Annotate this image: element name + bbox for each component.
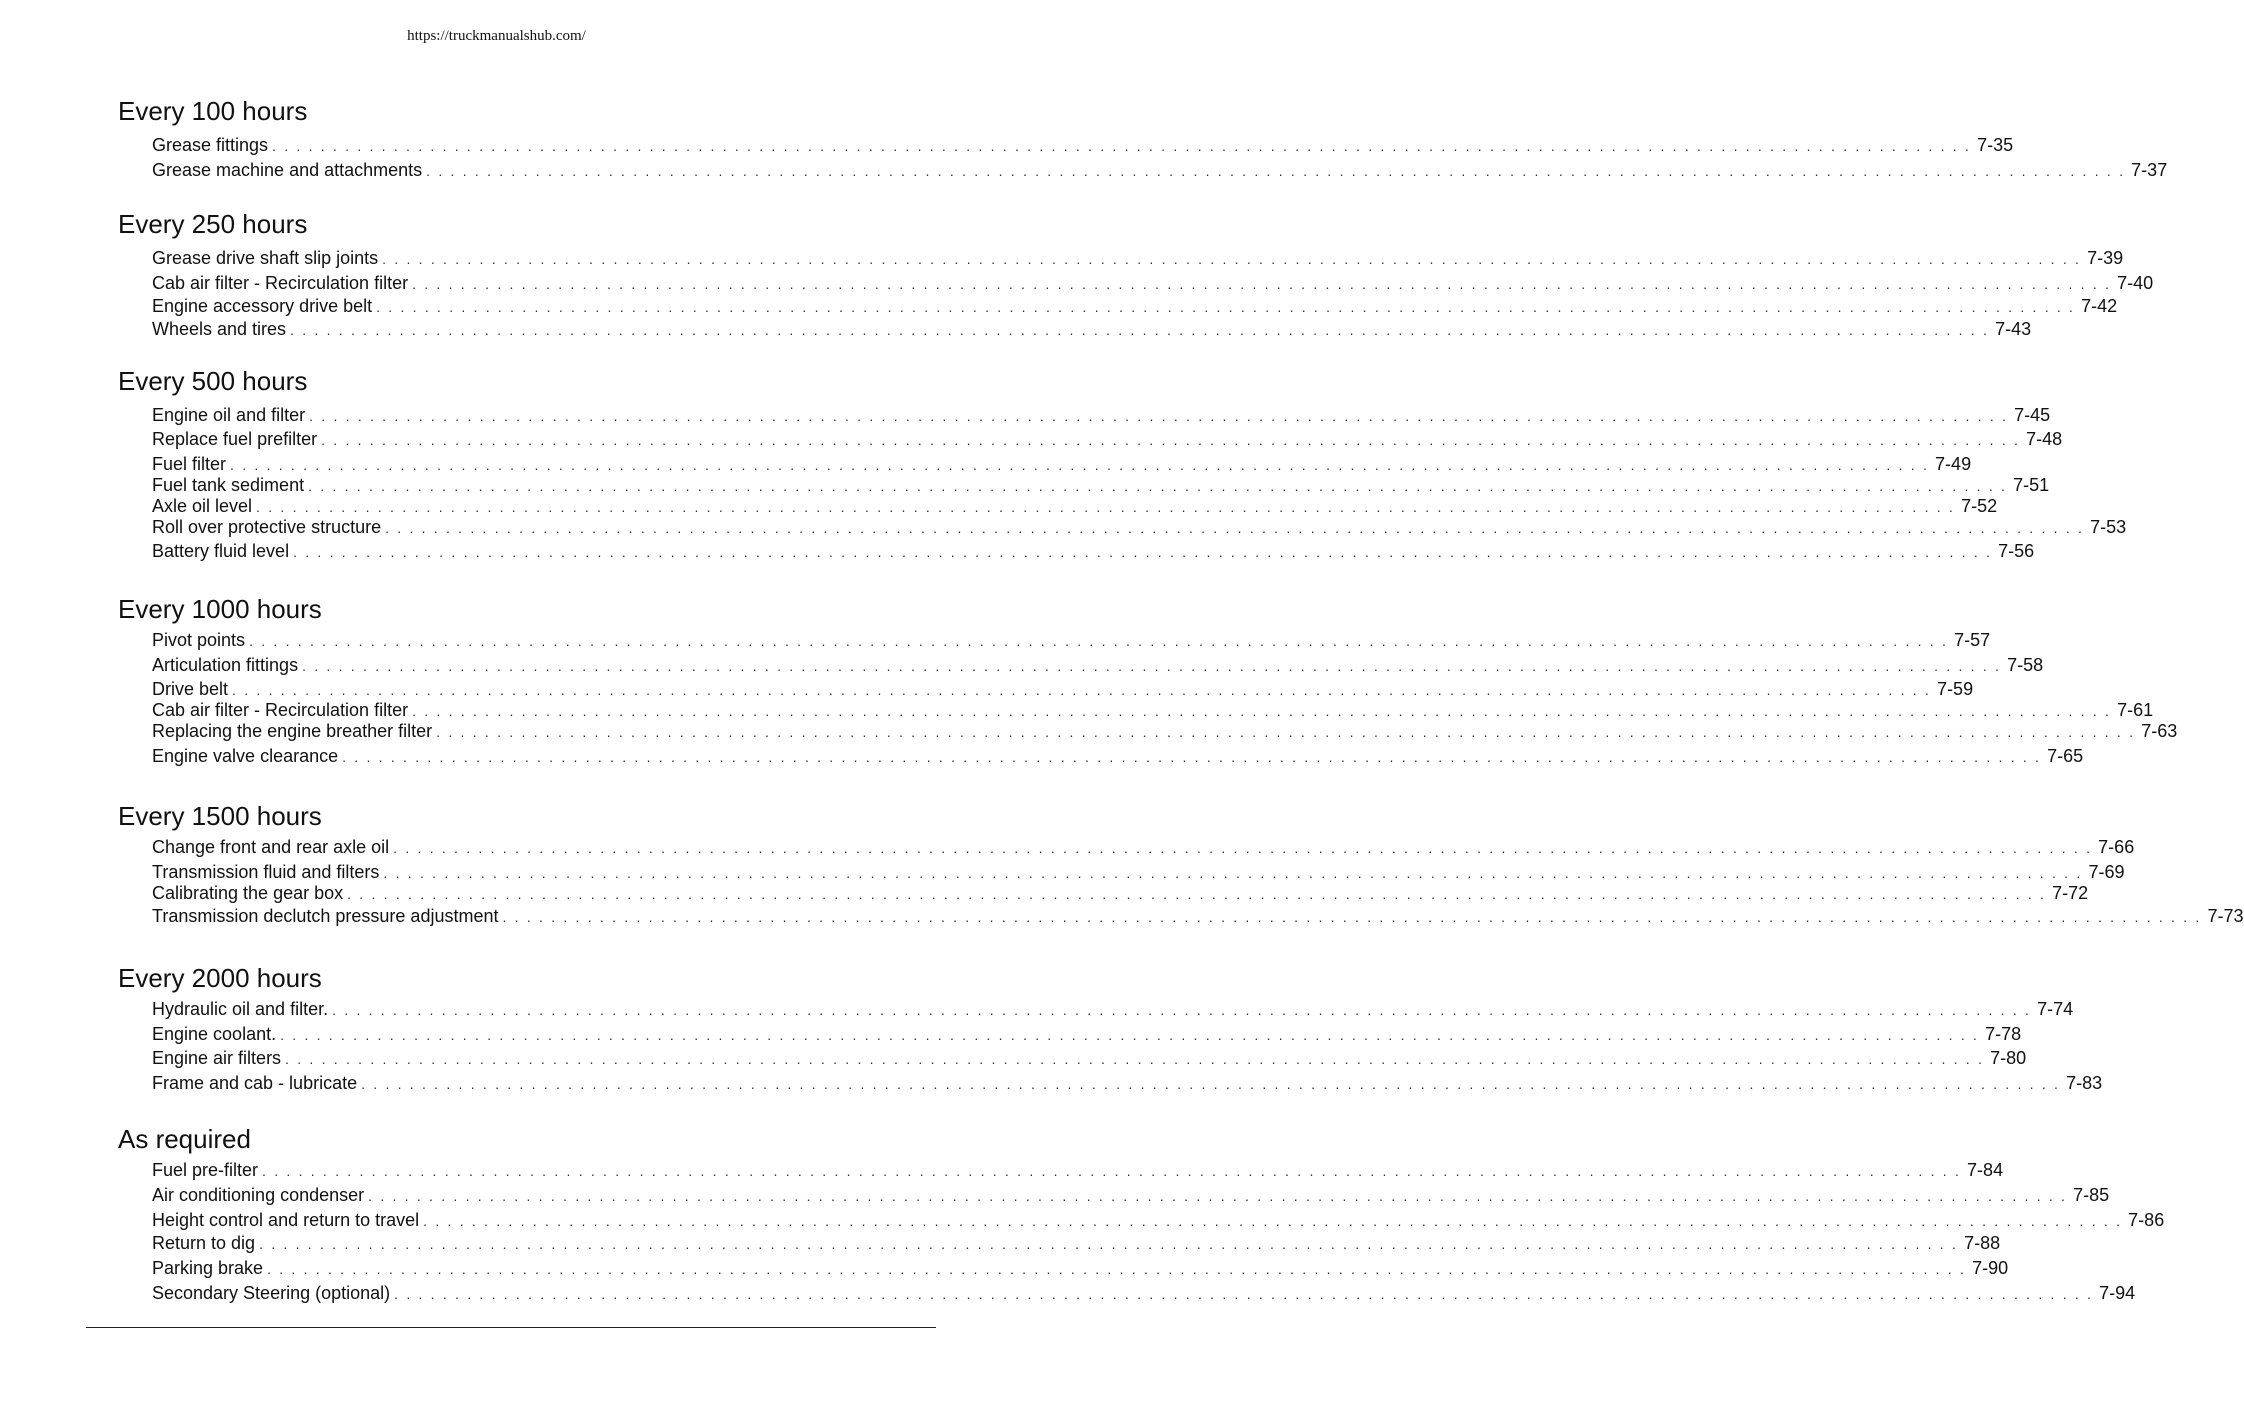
dot-leader: . . . . . . . . . . . . . . . . . . . . . . . . . . . . . . . . . . . . . . . . . . . . . . . . . . . . . . . . . . . . . . . . . . . . . . . . . . . . . . . . . . . . . . . . . . . . . . . . . . . . . . . . . . . . . . . . . . . . . . . . . . . . . . . . . . . . . . . . . . . . xyxy=(394,1286,2094,1302)
toc-entry-page-number: 7-86 xyxy=(2128,1210,2165,1230)
toc-entry-page-number: 7-78 xyxy=(1985,1024,2022,1044)
toc-section xyxy=(118,1124,2165,1303)
section-title: Every 2000 hours xyxy=(118,963,322,993)
toc-entry-page-number: 7-43 xyxy=(1995,319,2032,339)
toc-entry-label: Grease drive shaft slip joints xyxy=(152,248,379,268)
dot-leader: . . . . . . . . . . . . . . . . . . . . . . . . . . . . . . . . . . . . . . . . . . . . . . . . . . . . . . . . . . . . . . . . . . . . . . . . . . . . . . . . . . . . . . . . . . . . . . . . . . . . . . . . . . . . . . . . . . . . . . . . . . . . . . . . . . . . . . . . . . . . xyxy=(426,163,2126,179)
toc-entry-page-number: 7-73 xyxy=(2207,906,2244,926)
toc-entry[interactable] xyxy=(152,428,2063,450)
dot-leader: . . . . . . . . . . . . . . . . . . . . . . . . . . . . . . . . . . . . . . . . . . . . . . . . . . . . . . . . . . . . . . . . . . . . . . . . . . . . . . . . . . . . . . . . . . . . . . . . . . . . . . . . . . . . . . . . . . . . . . . . . . . . . . . . . . . . . . . . . . . . xyxy=(308,478,2008,494)
toc-entry[interactable] xyxy=(152,998,2074,1020)
toc-entry[interactable] xyxy=(152,836,2135,858)
toc-entry-label: Axle oil level xyxy=(152,496,253,516)
toc-entry[interactable] xyxy=(152,905,2244,927)
toc-entry[interactable] xyxy=(152,1209,2165,1231)
dot-leader: . . . . . . . . . . . . . . . . . . . . . . . . . . . . . . . . . . . . . . . . . . . . . . . . . . . . . . . . . . . . . . . . . . . . . . . . . . . . . . . . . . . . . . . . . . . . . . . . . . . . . . . . . . . . . . . . . . . . . . . . . . . . . . . . . . . . . . . . . . . . xyxy=(412,703,2112,719)
toc-entry-page-number: 7-57 xyxy=(1954,630,1991,650)
toc-entry-label: Articulation fittings xyxy=(152,655,299,675)
toc-entry-label: Battery fluid level xyxy=(152,541,290,561)
toc-entry-label: Replace fuel prefilter xyxy=(152,429,318,449)
toc-entry-page-number: 7-65 xyxy=(2047,746,2084,766)
toc-entry-page-number: 7-72 xyxy=(2052,883,2089,903)
toc-entry[interactable] xyxy=(152,745,2084,767)
dot-leader: . . . . . . . . . . . . . . . . . . . . . . . . . . . . . . . . . . . . . . . . . . . . . . . . . . . . . . . . . . . . . . . . . . . . . . . . . . . . . . . . . . . . . . . . . . . . . . . . . . . . . . . . . . . . . . . . . . . . . . . . . . . . . . . . . . . . . . . . . . . . xyxy=(332,1002,2032,1018)
toc-entry-page-number: 7-90 xyxy=(1972,1258,2009,1278)
toc-entry-label: Engine coolant. xyxy=(152,1024,277,1044)
toc-entry-label: Frame and cab - lubricate xyxy=(152,1073,358,1093)
dot-leader: . . . . . . . . . . . . . . . . . . . . . . . . . . . . . . . . . . . . . . . . . . . . . . . . . . . . . . . . . . . . . . . . . . . . . . . . . . . . . . . . . . . . . . . . . . . . . . . . . . . . . . . . . . . . . . . . . . . . . . . . . . . . . . . . . . . . . . . . . . . . xyxy=(502,909,2202,925)
toc-entry-label: Drive belt xyxy=(152,679,229,699)
toc-entry-page-number: 7-63 xyxy=(2141,721,2178,741)
toc-entry[interactable] xyxy=(152,1047,2027,1069)
toc-entry-page-number: 7-74 xyxy=(2037,999,2074,1019)
toc-entry-label: Change front and rear axle oil xyxy=(152,837,390,857)
toc-entry[interactable] xyxy=(152,699,2154,721)
toc-entry[interactable] xyxy=(152,1232,2001,1254)
toc-entry-page-number: 7-40 xyxy=(2117,273,2154,293)
toc-section xyxy=(118,594,2178,766)
toc-entry-label: Fuel filter xyxy=(152,454,227,474)
toc-entry[interactable] xyxy=(152,318,2032,340)
toc-entry-label: Grease fittings xyxy=(152,135,269,155)
toc-entry[interactable] xyxy=(152,1184,2110,1206)
dot-leader: . . . . . . . . . . . . . . . . . . . . . . . . . . . . . . . . . . . . . . . . . . . . . . . . . . . . . . . . . . . . . . . . . . . . . . . . . . . . . . . . . . . . . . . . . . . . . . . . . . . . . . . . . . . . . . . . . . . . . . . . . . . . . . . . . . . . . . . . . . . . xyxy=(383,865,2083,881)
dot-leader: . . . . . . . . . . . . . . . . . . . . . . . . . . . . . . . . . . . . . . . . . . . . . . . . . . . . . . . . . . . . . . . . . . . . . . . . . . . . . . . . . . . . . . . . . . . . . . . . . . . . . . . . . . . . . . . . . . . . . . . . . . . . . . . . . . . . . . . . . . . . xyxy=(272,138,1972,154)
dot-leader: . . . . . . . . . . . . . . . . . . . . . . . . . . . . . . . . . . . . . . . . . . . . . . . . . . . . . . . . . . . . . . . . . . . . . . . . . . . . . . . . . . . . . . . . . . . . . . . . . . . . . . . . . . . . . . . . . . . . . . . . . . . . . . . . . . . . . . . . . . . . xyxy=(376,299,2076,315)
toc-entry-label: Air conditioning condenser xyxy=(152,1185,365,1205)
toc-entry-label: Engine oil and filter xyxy=(152,405,306,425)
dot-leader: . . . . . . . . . . . . . . . . . . . . . . . . . . . . . . . . . . . . . . . . . . . . . . . . . . . . . . . . . . . . . . . . . . . . . . . . . . . . . . . . . . . . . . . . . . . . . . . . . . . . . . . . . . . . . . . . . . . . . . . . . . . . . . . . . . . . . . . . . . . . xyxy=(436,724,2136,740)
toc-entry[interactable] xyxy=(152,404,2051,426)
toc-entry-page-number: 7-83 xyxy=(2066,1073,2103,1093)
dot-leader: . . . . . . . . . . . . . . . . . . . . . . . . . . . . . . . . . . . . . . . . . . . . . . . . . . . . . . . . . . . . . . . . . . . . . . . . . . . . . . . . . . . . . . . . . . . . . . . . . . . . . . . . . . . . . . . . . . . . . . . . . . . . . . . . . . . . . . . . . . . . xyxy=(230,457,1930,473)
toc-entry[interactable] xyxy=(152,1282,2136,1304)
toc-entry-label: Wheels and tires xyxy=(152,319,287,339)
toc-entry-page-number: 7-37 xyxy=(2131,160,2168,180)
toc-entry-label: Hydraulic oil and filter. xyxy=(152,999,329,1019)
toc-entry-page-number: 7-80 xyxy=(1990,1048,2027,1068)
dot-leader: . . . . . . . . . . . . . . . . . . . . . . . . . . . . . . . . . . . . . . . . . . . . . . . . . . . . . . . . . . . . . . . . . . . . . . . . . . . . . . . . . . . . . . . . . . . . . . . . . . . . . . . . . . . . . . . . . . . . . . . . . . . . . . . . . . . . . . . . . . . . xyxy=(267,1261,1967,1277)
dot-leader: . . . . . . . . . . . . . . . . . . . . . . . . . . . . . . . . . . . . . . . . . . . . . . . . . . . . . . . . . . . . . . . . . . . . . . . . . . . . . . . . . . . . . . . . . . . . . . . . . . . . . . . . . . . . . . . . . . . . . . . . . . . . . . . . . . . . . . . . . . . . xyxy=(256,499,1956,515)
dot-leader: . . . . . . . . . . . . . . . . . . . . . . . . . . . . . . . . . . . . . . . . . . . . . . . . . . . . . . . . . . . . . . . . . . . . . . . . . . . . . . . . . . . . . . . . . . . . . . . . . . . . . . . . . . . . . . . . . . . . . . . . . . . . . . . . . . . . . . . . . . . . xyxy=(368,1188,2068,1204)
toc-entry-label: Cab air filter - Recirculation filter xyxy=(152,273,409,293)
toc-entry-label: Transmission declutch pressure adjustment xyxy=(152,906,499,926)
section-title: Every 1000 hours xyxy=(118,594,322,624)
toc-entry[interactable] xyxy=(152,159,2168,181)
toc-entry[interactable] xyxy=(152,1023,2022,1045)
toc-entry[interactable] xyxy=(152,295,2118,317)
toc-entry-page-number: 7-88 xyxy=(1964,1233,2001,1253)
toc-entry-page-number: 7-45 xyxy=(2014,405,2051,425)
toc-entry[interactable] xyxy=(152,1257,2009,1279)
toc-entry-label: Height control and return to travel xyxy=(152,1210,420,1230)
toc-section xyxy=(118,96,2168,180)
toc-entry-page-number: 7-49 xyxy=(1935,454,1972,474)
dot-leader: . . . . . . . . . . . . . . . . . . . . . . . . . . . . . . . . . . . . . . . . . . . . . . . . . . . . . . . . . . . . . . . . . . . . . . . . . . . . . . . . . . . . . . . . . . . . . . . . . . . . . . . . . . . . . . . . . . . . . . . . . . . . . . . . . . . . . . . . . . . . xyxy=(361,1076,2061,1092)
toc-entry[interactable] xyxy=(152,540,2035,562)
toc-entry[interactable] xyxy=(152,247,2124,269)
toc-entry[interactable] xyxy=(152,272,2154,294)
toc-entry-page-number: 7-52 xyxy=(1961,496,1998,516)
dot-leader: . . . . . . . . . . . . . . . . . . . . . . . . . . . . . . . . . . . . . . . . . . . . . . . . . . . . . . . . . . . . . . . . . . . . . . . . . . . . . . . . . . . . . . . . . . . . . . . . . . . . . . . . . . . . . . . . . . . . . . . . . . . . . . . . . . . . . . . . . . . . xyxy=(280,1027,1980,1043)
dot-leader: . . . . . . . . . . . . . . . . . . . . . . . . . . . . . . . . . . . . . . . . . . . . . . . . . . . . . . . . . . . . . . . . . . . . . . . . . . . . . . . . . . . . . . . . . . . . . . . . . . . . . . . . . . . . . . . . . . . . . . . . . . . . . . . . . . . . . . . . . . . . xyxy=(423,1213,2123,1229)
toc-entry-label: Transmission fluid and filters xyxy=(152,862,380,882)
dot-leader: . . . . . . . . . . . . . . . . . . . . . . . . . . . . . . . . . . . . . . . . . . . . . . . . . . . . . . . . . . . . . . . . . . . . . . . . . . . . . . . . . . . . . . . . . . . . . . . . . . . . . . . . . . . . . . . . . . . . . . . . . . . . . . . . . . . . . . . . . . . . xyxy=(232,682,1932,698)
dot-leader: . . . . . . . . . . . . . . . . . . . . . . . . . . . . . . . . . . . . . . . . . . . . . . . . . . . . . . . . . . . . . . . . . . . . . . . . . . . . . . . . . . . . . . . . . . . . . . . . . . . . . . . . . . . . . . . . . . . . . . . . . . . . . . . . . . . . . . . . . . . . xyxy=(412,276,2112,292)
toc-entry-label: Fuel tank sediment xyxy=(152,475,305,495)
dot-leader: . . . . . . . . . . . . . . . . . . . . . . . . . . . . . . . . . . . . . . . . . . . . . . . . . . . . . . . . . . . . . . . . . . . . . . . . . . . . . . . . . . . . . . . . . . . . . . . . . . . . . . . . . . . . . . . . . . . . . . . . . . . . . . . . . . . . . . . . . . . . xyxy=(293,544,1993,560)
section-title: Every 250 hours xyxy=(118,209,308,239)
toc-entry[interactable] xyxy=(152,516,2127,538)
toc-entry-page-number: 7-85 xyxy=(2073,1185,2110,1205)
bottom-divider xyxy=(86,1327,936,1328)
toc-entry[interactable] xyxy=(152,629,1991,651)
section-title: As required xyxy=(118,1124,251,1154)
toc-entry-label: Engine valve clearance xyxy=(152,746,339,766)
dot-leader: . . . . . . . . . . . . . . . . . . . . . . . . . . . . . . . . . . . . . . . . . . . . . . . . . . . . . . . . . . . . . . . . . . . . . . . . . . . . . . . . . . . . . . . . . . . . . . . . . . . . . . . . . . . . . . . . . . . . . . . . . . . . . . . . . . . . . . . . . . . . xyxy=(290,322,1990,338)
toc-entry-label: Parking brake xyxy=(152,1258,264,1278)
dot-leader: . . . . . . . . . . . . . . . . . . . . . . . . . . . . . . . . . . . . . . . . . . . . . . . . . . . . . . . . . . . . . . . . . . . . . . . . . . . . . . . . . . . . . . . . . . . . . . . . . . . . . . . . . . . . . . . . . . . . . . . . . . . . . . . . . . . . . . . . . . . . xyxy=(321,432,2021,448)
dot-leader: . . . . . . . . . . . . . . . . . . . . . . . . . . . . . . . . . . . . . . . . . . . . . . . . . . . . . . . . . . . . . . . . . . . . . . . . . . . . . . . . . . . . . . . . . . . . . . . . . . . . . . . . . . . . . . . . . . . . . . . . . . . . . . . . . . . . . . . . . . . . xyxy=(382,251,2082,267)
toc-entry-page-number: 7-42 xyxy=(2081,296,2118,316)
toc-entry-page-number: 7-61 xyxy=(2117,700,2154,720)
toc-entry-label: Return to dig xyxy=(152,1233,256,1253)
toc-entry[interactable] xyxy=(152,861,2125,883)
toc-entry-page-number: 7-69 xyxy=(2088,862,2125,882)
toc-entry-label: Fuel pre-filter xyxy=(152,1160,259,1180)
toc-entry[interactable] xyxy=(152,474,2050,496)
toc-entry[interactable] xyxy=(152,882,2089,904)
toc-entry-page-number: 7-66 xyxy=(2098,837,2135,857)
toc-entry[interactable] xyxy=(152,678,1974,700)
dot-leader: . . . . . . . . . . . . . . . . . . . . . . . . . . . . . . . . . . . . . . . . . . . . . . . . . . . . . . . . . . . . . . . . . . . . . . . . . . . . . . . . . . . . . . . . . . . . . . . . . . . . . . . . . . . . . . . . . . . . . . . . . . . . . . . . . . . . . . . . . . . . xyxy=(249,633,1949,649)
section-title: Every 1500 hours xyxy=(118,801,322,831)
dot-leader: . . . . . . . . . . . . . . . . . . . . . . . . . . . . . . . . . . . . . . . . . . . . . . . . . . . . . . . . . . . . . . . . . . . . . . . . . . . . . . . . . . . . . . . . . . . . . . . . . . . . . . . . . . . . . . . . . . . . . . . . . . . . . . . . . . . . . . . . . . . . xyxy=(385,520,2085,536)
toc-entry-page-number: 7-35 xyxy=(1977,135,2014,155)
toc-entry-label: Replacing the engine breather filter xyxy=(152,721,433,741)
toc-section xyxy=(118,366,2127,561)
toc-entry[interactable] xyxy=(152,1159,2004,1181)
toc-entry-page-number: 7-58 xyxy=(2007,655,2044,675)
dot-leader: . . . . . . . . . . . . . . . . . . . . . . . . . . . . . . . . . . . . . . . . . . . . . . . . . . . . . . . . . . . . . . . . . . . . . . . . . . . . . . . . . . . . . . . . . . . . . . . . . . . . . . . . . . . . . . . . . . . . . . . . . . . . . . . . . . . . . . . . . . . . xyxy=(347,886,2047,902)
toc-entry-label: Calibrating the gear box xyxy=(152,883,344,903)
toc-entry-label: Grease machine and attachments xyxy=(152,160,423,180)
toc-entry-label: Cab air filter - Recirculation filter xyxy=(152,700,409,720)
toc-entry-page-number: 7-84 xyxy=(1967,1160,2004,1180)
toc-entry-label: Pivot points xyxy=(152,630,246,650)
dot-leader: . . . . . . . . . . . . . . . . . . . . . . . . . . . . . . . . . . . . . . . . . . . . . . . . . . . . . . . . . . . . . . . . . . . . . . . . . . . . . . . . . . . . . . . . . . . . . . . . . . . . . . . . . . . . . . . . . . . . . . . . . . . . . . . . . . . . . . . . . . . . xyxy=(342,749,2042,765)
toc-entry[interactable] xyxy=(152,495,1998,517)
toc-entry[interactable] xyxy=(152,1072,2103,1094)
toc-entry[interactable] xyxy=(152,654,2044,676)
toc-entry-page-number: 7-59 xyxy=(1937,679,1974,699)
toc-entry-page-number: 7-56 xyxy=(1998,541,2035,561)
toc-entry-label: Secondary Steering (optional) xyxy=(152,1283,391,1303)
dot-leader: . . . . . . . . . . . . . . . . . . . . . . . . . . . . . . . . . . . . . . . . . . . . . . . . . . . . . . . . . . . . . . . . . . . . . . . . . . . . . . . . . . . . . . . . . . . . . . . . . . . . . . . . . . . . . . . . . . . . . . . . . . . . . . . . . . . . . . . . . . . . xyxy=(309,408,2009,424)
dot-leader: . . . . . . . . . . . . . . . . . . . . . . . . . . . . . . . . . . . . . . . . . . . . . . . . . . . . . . . . . . . . . . . . . . . . . . . . . . . . . . . . . . . . . . . . . . . . . . . . . . . . . . . . . . . . . . . . . . . . . . . . . . . . . . . . . . . . . . . . . . . . xyxy=(393,840,2093,856)
section-title: Every 500 hours xyxy=(118,366,308,396)
toc-entry-label: Engine air filters xyxy=(152,1048,282,1068)
dot-leader: . . . . . . . . . . . . . . . . . . . . . . . . . . . . . . . . . . . . . . . . . . . . . . . . . . . . . . . . . . . . . . . . . . . . . . . . . . . . . . . . . . . . . . . . . . . . . . . . . . . . . . . . . . . . . . . . . . . . . . . . . . . . . . . . . . . . . . . . . . . . xyxy=(259,1236,1959,1252)
toc-section xyxy=(118,963,2103,1093)
dot-leader: . . . . . . . . . . . . . . . . . . . . . . . . . . . . . . . . . . . . . . . . . . . . . . . . . . . . . . . . . . . . . . . . . . . . . . . . . . . . . . . . . . . . . . . . . . . . . . . . . . . . . . . . . . . . . . . . . . . . . . . . . . . . . . . . . . . . . . . . . . . . xyxy=(285,1051,1985,1067)
dot-leader: . . . . . . . . . . . . . . . . . . . . . . . . . . . . . . . . . . . . . . . . . . . . . . . . . . . . . . . . . . . . . . . . . . . . . . . . . . . . . . . . . . . . . . . . . . . . . . . . . . . . . . . . . . . . . . . . . . . . . . . . . . . . . . . . . . . . . . . . . . . . xyxy=(302,658,2002,674)
source-url: https://truckmanualshub.com/ xyxy=(407,28,586,44)
toc-entry-page-number: 7-53 xyxy=(2090,517,2127,537)
toc-entry[interactable] xyxy=(152,134,2014,156)
toc-entry-label: Engine accessory drive belt xyxy=(152,296,373,316)
toc-section xyxy=(118,801,2244,926)
toc-entry-page-number: 7-39 xyxy=(2087,248,2124,268)
toc-entry[interactable] xyxy=(152,720,2178,742)
toc-entry-page-number: 7-48 xyxy=(2026,429,2063,449)
toc-entry[interactable] xyxy=(152,453,1972,475)
toc-entry-page-number: 7-51 xyxy=(2013,475,2050,495)
dot-leader: . . . . . . . . . . . . . . . . . . . . . . . . . . . . . . . . . . . . . . . . . . . . . . . . . . . . . . . . . . . . . . . . . . . . . . . . . . . . . . . . . . . . . . . . . . . . . . . . . . . . . . . . . . . . . . . . . . . . . . . . . . . . . . . . . . . . . . . . . . . . xyxy=(262,1163,1962,1179)
section-title: Every 100 hours xyxy=(118,96,308,126)
toc-entry-label: Roll over protective structure xyxy=(152,517,382,537)
toc-section xyxy=(118,209,2154,339)
toc-entry-page-number: 7-94 xyxy=(2099,1283,2136,1303)
